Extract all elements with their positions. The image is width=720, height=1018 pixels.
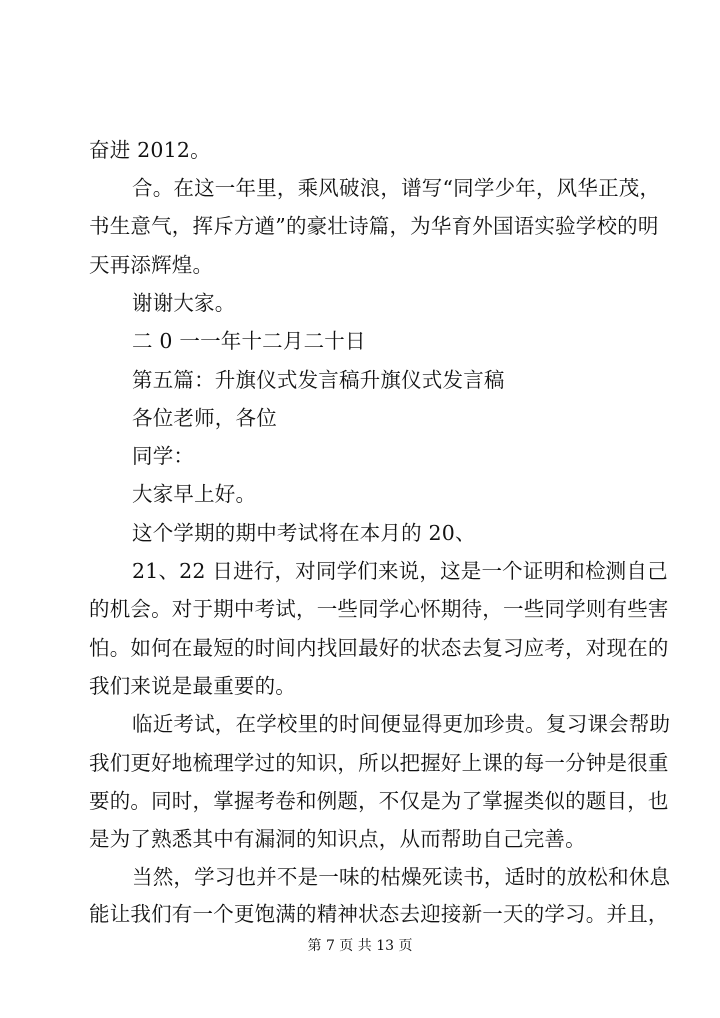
text-line: 这个学期的期中考试将在本月的 20、 xyxy=(132,521,476,545)
text-line: 谢谢大家。 xyxy=(132,291,236,315)
text-line: 我们来说是最重要的。 xyxy=(89,674,296,698)
text-line: 当然，学习也并不是一味的枯燥死读书，适时的放松和休息 xyxy=(132,865,671,889)
text-line: 书生意气，挥斥方遒”的豪壮诗篇，为华育外国语实验学校的明 xyxy=(89,214,659,238)
text-line: 大家早上好。 xyxy=(132,482,257,506)
text-line: 要的。同时，掌握考卷和例题，不仅是为了掌握类似的题目，也 xyxy=(89,789,669,813)
text-line: 第五篇：升旗仪式发言稿升旗仪式发言稿 xyxy=(132,368,505,392)
text-line: 同学： xyxy=(132,444,195,468)
text-line: 奋进 2012。 xyxy=(89,138,211,162)
text-line: 能让我们有一个更饱满的精神状态去迎接新一天的学习。并且， xyxy=(89,902,669,926)
text-line: 临近考试，在学校里的时间便显得更加珍贵。复习课会帮助 xyxy=(132,712,671,736)
text-line: 二 0 一一年十二月二十日 xyxy=(132,329,366,353)
text-line: 我们更好地梳理学过的知识，所以把握好上课的每一分钟是很重 xyxy=(89,751,669,775)
text-line: 怕。如何在最短的时间内找回最好的状态去复习应考，对现在的 xyxy=(89,636,669,660)
text-line: 是为了熟悉其中有漏洞的知识点，从而帮助自己完善。 xyxy=(89,827,586,851)
text-line: 的机会。对于期中考试，一些同学心怀期待，一些同学则有些害 xyxy=(89,597,669,621)
text-line: 天再添辉煌。 xyxy=(89,253,214,277)
page-footer: 第 7 页 共 13 页 xyxy=(307,938,413,954)
text-line: 21、22 日进行，对同学们来说，这是一个证明和检测自己 xyxy=(132,559,668,583)
text-line: 各位老师，各位 xyxy=(132,406,277,430)
text-line: 合。在这一年里，乘风破浪，谱写“同学少年，风华正茂， xyxy=(132,176,661,200)
